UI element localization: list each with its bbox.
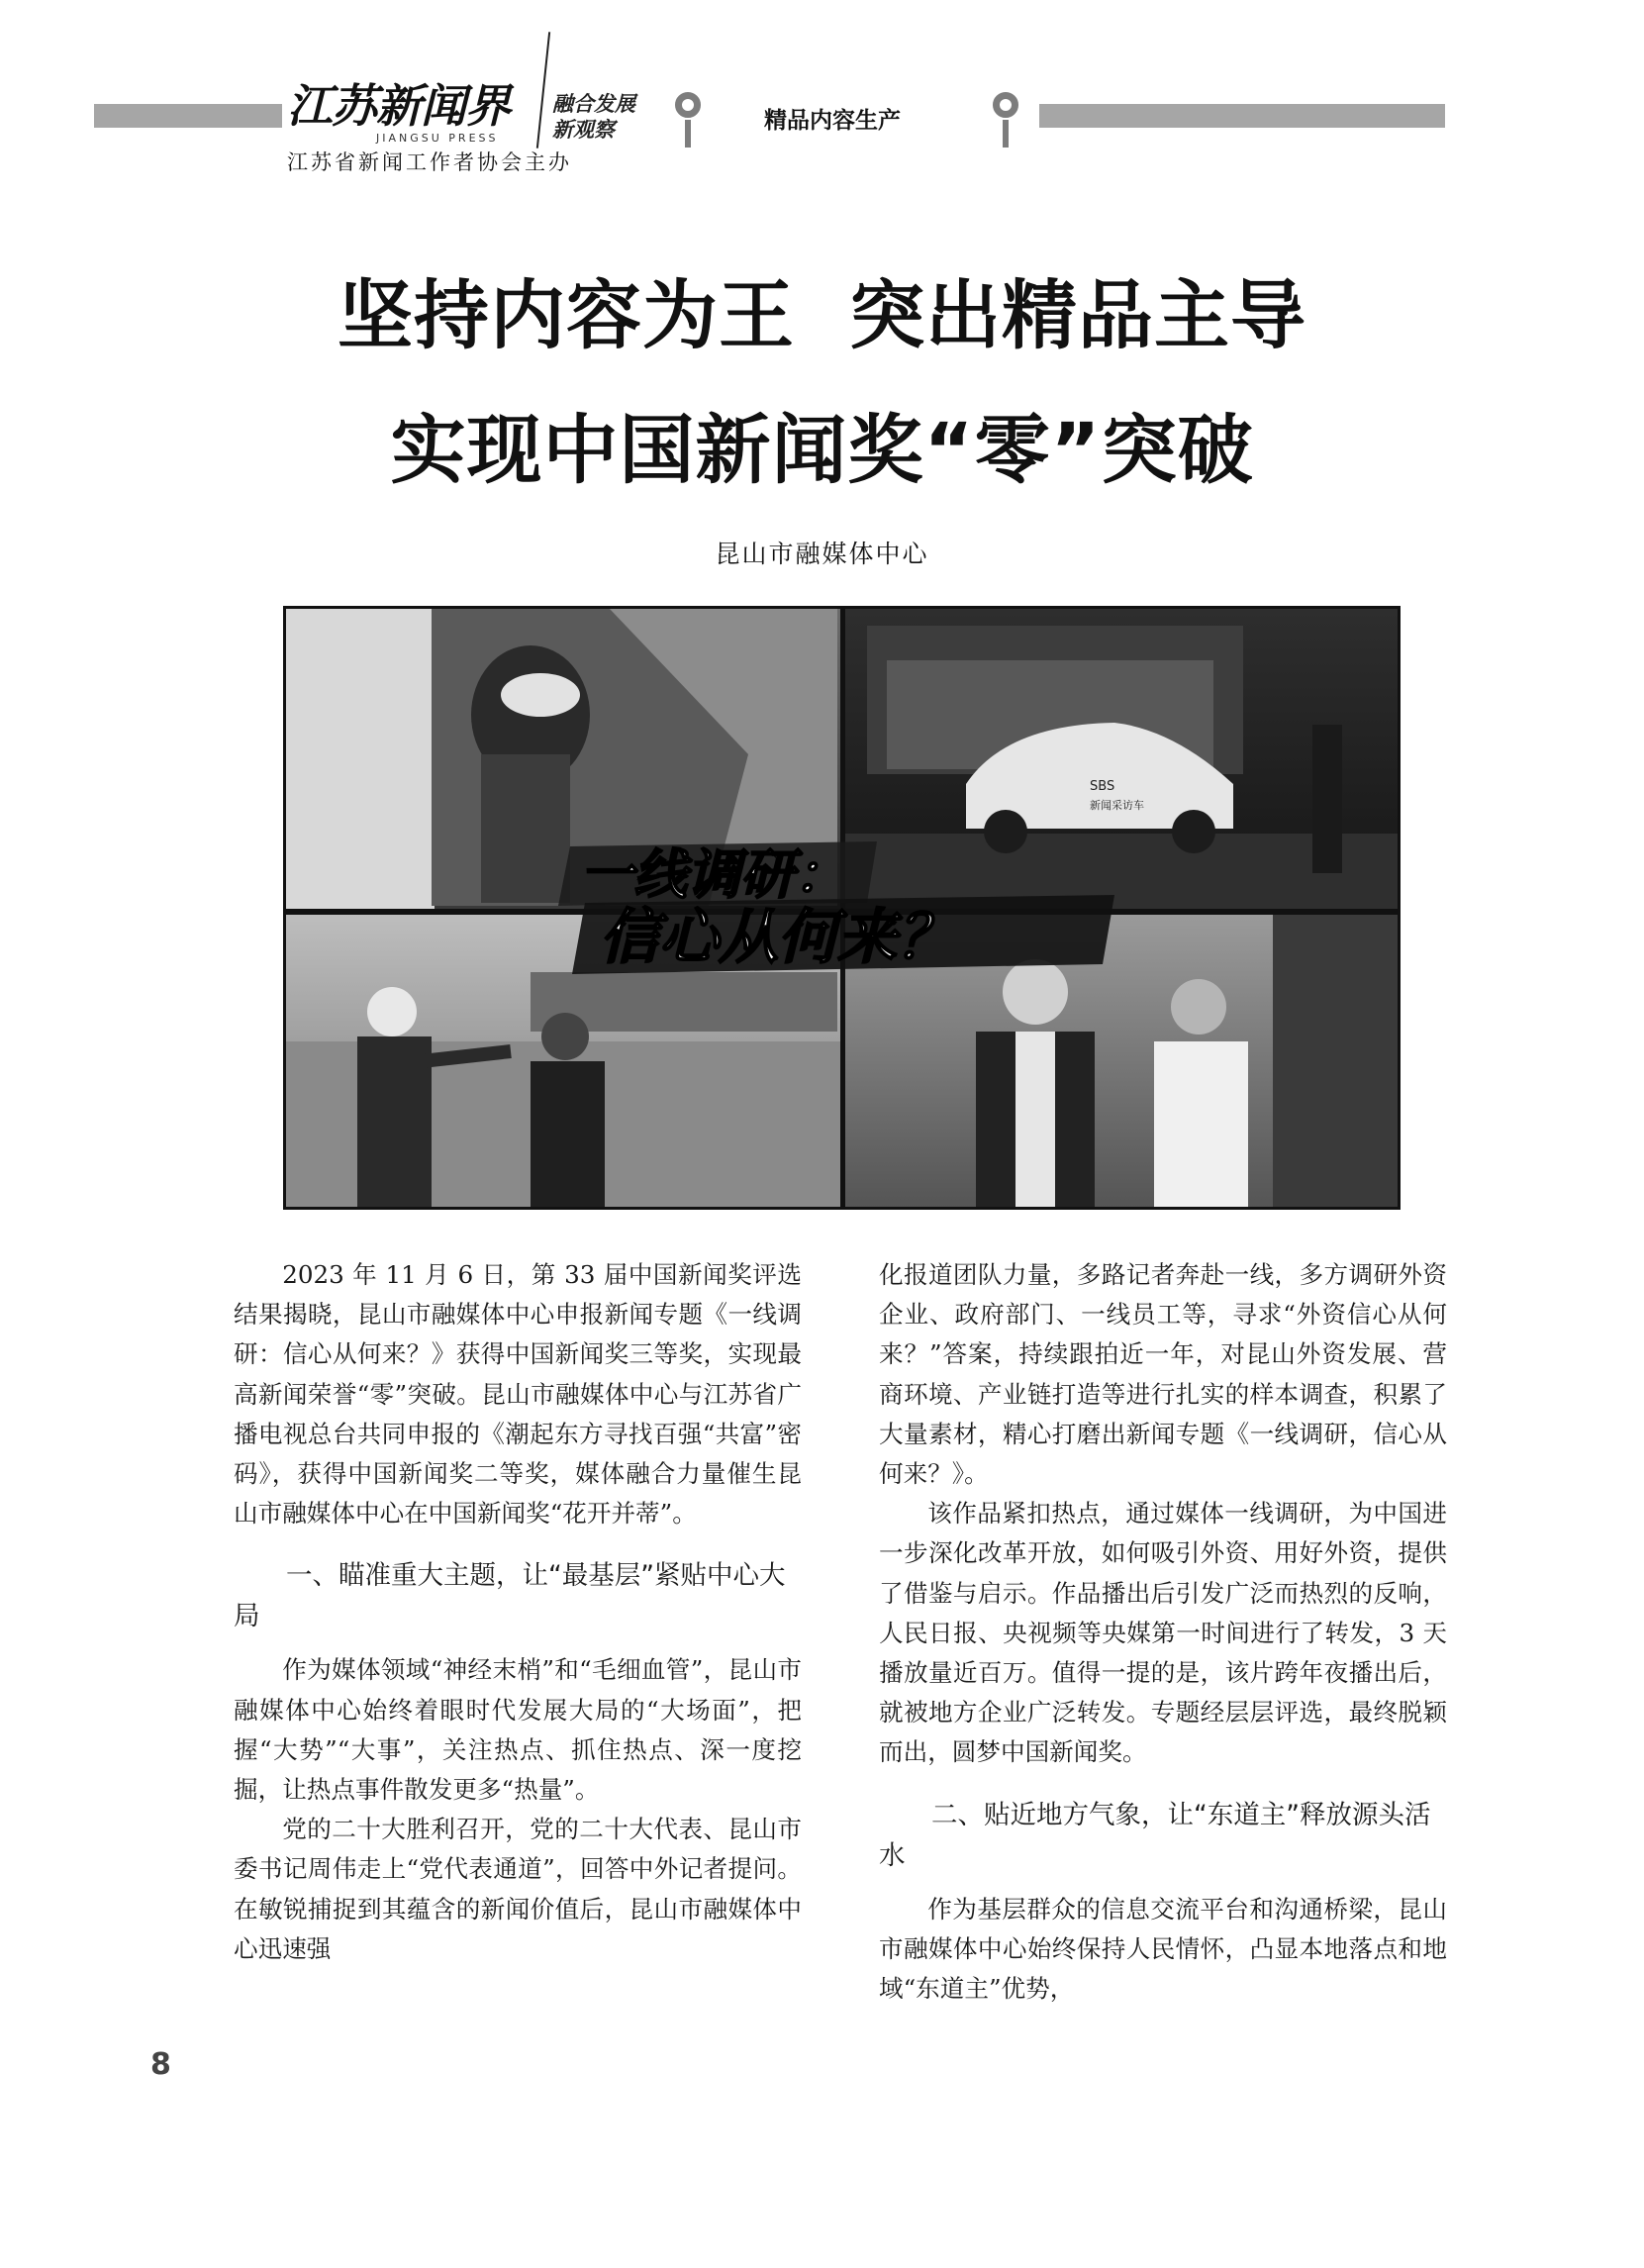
slogan-line-1: 融合发展 (552, 91, 635, 116)
header-bar-right (1039, 104, 1445, 128)
overlay-text-line-1: 一线调研： (580, 843, 847, 906)
paragraph: 2023 年 11 月 6 日，第 33 届中国新闻奖评选结果揭晓，昆山市融媒体中心申报新闻专题《一线调研：信心从何来？》获得中国新闻奖三等奖，实现最高新闻荣誉“零”突破。昆山市融媒体中心与江苏省广播电视总台共同申报的《潮起东方寻找百强“共富”密码》，获得中国新闻奖二等奖，媒体融合力量催生昆山市融媒体中心在中国新闻奖“花开并蒂”。 (234, 1260, 802, 1528)
body-column-left (234, 1255, 802, 1969)
photo-panel-news-car (845, 609, 1398, 909)
paragraph: 党的二十大胜利召开，党的二十大代表、昆山市委书记周伟走上“党代表通道”，回答中外记者提问。在敏锐捕捉到其蕴含的新闻价值后，昆山市融媒体中心迅速强 (234, 1815, 802, 1963)
article-title-line-2: 实现中国新闻奖“零”突破 (390, 406, 1254, 494)
article-byline: 昆山市融媒体中心 (715, 540, 929, 568)
section-heading-2: 二、贴近地方气象，让“东道主”释放源头活水 (879, 1799, 1431, 1871)
paragraph: 化报道团队力量，多路记者奔赴一线，多方调研外资企业、政府部门、一线员工等，寻求“外资信心从何来？”答案，持续跟拍近一年，对昆山外资发展、营商环境、产业链打造等进行扎实的样本调查，积累了大量素材，精心打磨出新闻专题《一线调研，信心从何来？》。 (879, 1260, 1447, 1489)
publisher-line: 江苏省新闻工作者协会主办 (287, 150, 572, 174)
car-logo: SBS (1090, 779, 1115, 794)
masthead-logo: 江苏新闻界 (287, 79, 510, 133)
header-bar-left (94, 104, 282, 128)
header-slogan (552, 91, 671, 143)
slogan-line-2: 新观察 (552, 117, 615, 142)
paragraph: 作为媒体领域“神经末梢”和“毛细血管”，昆山市融媒体中心始终着眼时代发展大局的“大场面”，把握“大势”“大事”，关注热点、抓住热点、深一度挖掘，让热点事件散发更多“热量”。 (234, 1655, 802, 1805)
page-number: 8 (150, 2047, 171, 2082)
car-text: 新闻采访车 (1090, 799, 1144, 812)
article-title-line-1: 坚持内容为王 突出精品主导 (338, 271, 1306, 359)
news-photo-collage (283, 606, 1401, 1210)
section-heading-1: 一、瞄准重大主题，让“最基层”紧贴中心大局 (234, 1560, 786, 1632)
masthead-english: JIANGSU PRESS (376, 132, 499, 145)
paragraph: 作为基层群众的信息交流平台和沟通桥梁，昆山市融媒体中心始终保持人民情怀，凸显本地落点和地域“东道主”优势， (879, 1894, 1447, 2004)
overlay-text-line-2: 信心从何来？ (600, 903, 956, 972)
section-label: 精品内容生产 (764, 108, 901, 134)
paragraph: 该作品紧扣热点，通过媒体一线调研，为中国进一步深化改革开放，如何吸引外资、用好外资，提供了借鉴与启示。作品播出后引发广泛而热烈的反响，人民日报、央视频等央媒第一时间进行了转发，3 天播放量近百万。值得一提的是，该片跨年夜播出后，就被地方企业广泛转发。专题经层层评选，最终脱颖而出，圆梦中国新闻奖。 (879, 1499, 1447, 1767)
body-column-right (879, 1255, 1447, 2009)
